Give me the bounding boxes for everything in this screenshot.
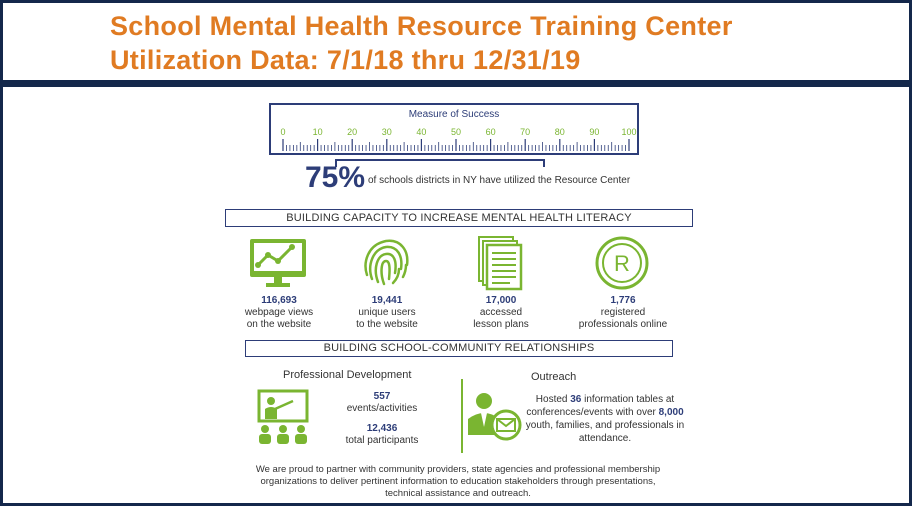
pd-participants-label: total participants [345, 435, 419, 446]
header [3, 3, 909, 81]
stat-label: to the website [356, 319, 418, 330]
capacity-banner: BUILDING CAPACITY TO INCREASE MENTAL HEALTH LITERACY [225, 209, 693, 227]
pd-events [333, 391, 431, 415]
svg-text:R: R [614, 251, 630, 276]
outreach-person-mail-icon [466, 391, 522, 441]
stat-unique-users [341, 295, 433, 331]
registered-icon [594, 235, 650, 291]
outreach-text-c: youth, families, and professionals in attendance. [525, 420, 685, 444]
community-banner: BUILDING SCHOOL-COMMUNITY RELATIONSHIPS [245, 340, 673, 357]
documents-icon [477, 235, 525, 291]
header-divider [3, 80, 909, 87]
slide [3, 3, 909, 503]
value-bracket [335, 159, 545, 167]
measure-ruler [269, 103, 639, 155]
stat-registered-professionals [571, 295, 675, 331]
stat-number: 19,441 [371, 295, 403, 306]
outreach-text-a: Hosted [535, 394, 571, 405]
stat-label: professionals online [578, 319, 668, 330]
pd-participants [333, 423, 431, 447]
stat-number: 116,693 [261, 295, 297, 306]
pd-participants-number: 12,436 [366, 423, 398, 434]
ruler-tick-label: 50 [450, 127, 462, 137]
ruler-tick-label: 10 [312, 127, 323, 137]
stat-lesson-plans [455, 295, 547, 331]
ruler-tick-label: 20 [347, 127, 358, 137]
title-line-2: Utilization Data: 7/1/18 thru 12/31/19 [110, 45, 581, 75]
outreach-description [525, 393, 685, 445]
outreach-people-number: 8,000 [658, 407, 684, 418]
stat-label: unique users [358, 307, 416, 318]
stat-label: webpage views [244, 307, 314, 318]
stat-label: accessed [479, 307, 523, 318]
ruler-tick-label: 30 [381, 127, 392, 137]
stat-webpage-views [233, 295, 325, 331]
outreach-title: Outreach [531, 371, 577, 383]
presentation-icon [253, 389, 315, 447]
outreach-tables-number: 36 [570, 394, 582, 405]
percent-value: 75% [305, 161, 366, 194]
title-line-1: School Mental Health Resource Training Center [110, 11, 733, 41]
ruler-tick-label: 100 [621, 127, 637, 137]
ruler-tick-label: 60 [485, 127, 496, 137]
footer-statement: We are proud to partner with community providers, state agencies and professional membership organizations to deliver pertinent information to education stakeholders through presentations, technical assistance and outreach. [255, 464, 661, 499]
ruler-tick-label: 70 [520, 127, 531, 137]
pd-title: Professional Development [283, 369, 412, 381]
monitor-chart-icon [248, 237, 308, 289]
stat-label: on the website [246, 319, 312, 330]
stat-label: lesson plans [473, 319, 529, 330]
stat-label: registered [600, 307, 646, 318]
ruler-ticks [271, 105, 637, 153]
ruler-title: Measure of Success [408, 109, 500, 120]
section-divider [461, 379, 463, 453]
fingerprint-icon [359, 235, 413, 289]
ruler-tick-label: 0 [280, 127, 286, 137]
ruler-tick-label: 40 [416, 127, 427, 137]
percent-caption: of schools districts in NY have utilized the Resource Center [368, 175, 631, 186]
stat-number: 17,000 [485, 295, 517, 306]
stat-number: 1,776 [610, 295, 636, 306]
ruler-tick-label: 90 [589, 127, 600, 137]
pd-events-label: events/activities [346, 403, 418, 414]
outreach-text-b: information tables at conferences/events with over [526, 394, 675, 418]
ruler-tick-label: 80 [554, 127, 565, 137]
pd-events-number: 557 [373, 391, 391, 402]
